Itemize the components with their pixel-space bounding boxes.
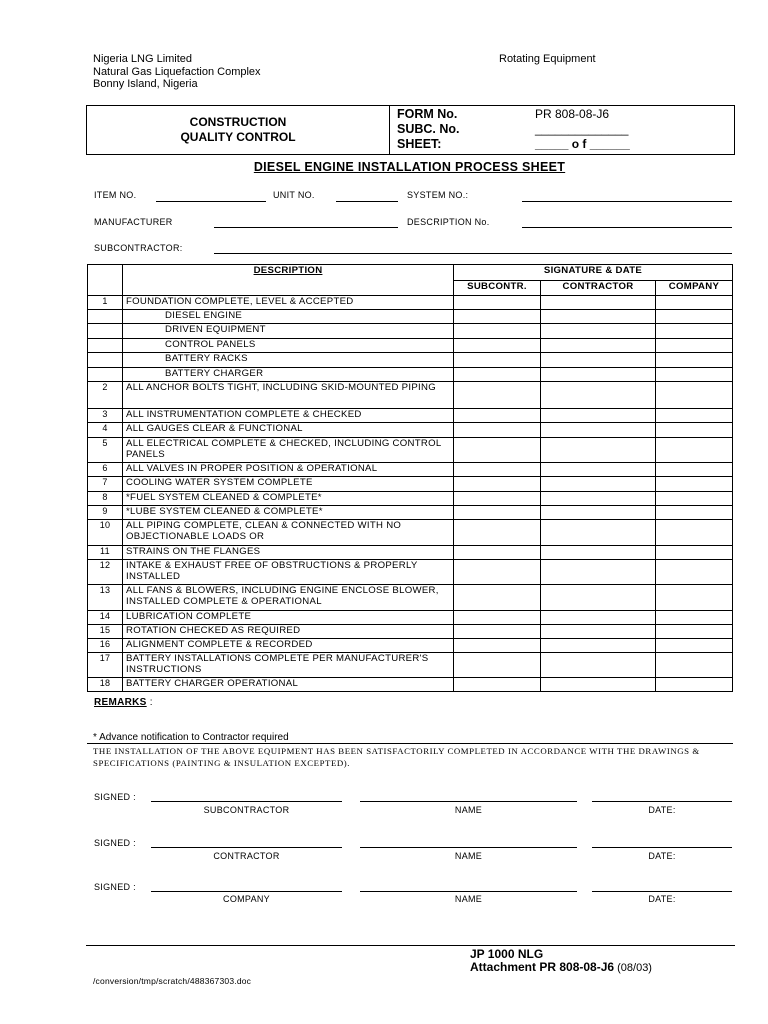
contractor-signature-cell[interactable] [541,585,656,611]
row-number: 15 [88,625,123,639]
description-no-label: DESCRIPTION No. [407,217,490,227]
row-description: BATTERY CHARGER OPERATIONAL [123,678,454,692]
checklist-row [88,324,733,339]
contractor-signature-cell[interactable] [541,653,656,678]
company-role-label: COMPANY [223,894,270,904]
row-description: ROTATION CHECKED AS REQUIRED [123,625,454,639]
subcontractor-label: SUBCONTRACTOR: [94,243,183,253]
row-description: LUBRICATION COMPLETE [123,611,454,625]
contractor-signature-cell[interactable] [541,492,656,506]
signature-date-header: SIGNATURE & DATE [454,265,733,281]
company-signature-cell[interactable] [656,506,733,520]
checklist-row [88,492,733,506]
row-number: 8 [88,492,123,506]
row-number: 4 [88,423,123,438]
company-signature-cell[interactable] [656,463,733,477]
company-signature-cell[interactable] [656,324,733,339]
checklist-row [88,438,733,463]
company-address [93,53,261,91]
checklist-row [88,368,733,382]
subcontractor-name-line[interactable] [360,801,577,802]
checklist-row [88,639,733,653]
subcontr-signature-cell[interactable] [454,520,541,546]
item-no-field[interactable] [156,201,266,202]
remarks-divider [87,743,733,744]
row-description: ALL PIPING COMPLETE, CLEAN & CONNECTED WITH NO OBJECTIONABLE LOADS OR [123,520,454,546]
row-description: ALL GAUGES CLEAR & FUNCTIONAL [123,423,454,438]
company-signature-cell[interactable] [656,611,733,625]
subcontr-signature-cell[interactable] [454,492,541,506]
subcontr-signature-cell[interactable] [454,382,541,409]
manufacturer-field[interactable] [214,227,398,228]
contractor-signature-cell[interactable] [541,560,656,585]
contractor-signature-cell[interactable] [541,339,656,353]
row-number: 14 [88,611,123,625]
company-division: Natural Gas Liquefaction Complex [93,65,261,78]
subcontr-signature-cell[interactable] [454,639,541,653]
checklist-row [88,310,733,324]
footer-ref-jp: JP 1000 NLG [470,947,544,961]
company-date-line[interactable] [592,891,732,892]
company-signature-cell[interactable] [656,585,733,611]
contractor-signature-cell[interactable] [541,477,656,492]
signed-label-company: SIGNED : [94,882,136,892]
row-description: ALL VALVES IN PROPER POSITION & OPERATIONAL [123,463,454,477]
row-number [88,339,123,353]
contractor-date-label: DATE: [648,851,676,861]
row-description: *LUBE SYSTEM CLEANED & COMPLETE* [123,506,454,520]
row-description: DRIVEN EQUIPMENT [123,324,454,339]
subc-no-value: ______________ [535,122,629,136]
form-values [535,107,630,152]
sheet-label: SHEET: [397,137,442,151]
company-location: Bonny Island, Nigeria [93,78,198,90]
subcontr-signature-cell[interactable] [454,585,541,611]
company-signature-cell[interactable] [656,310,733,324]
contractor-signature-cell[interactable] [541,382,656,409]
checklist-row [88,353,733,368]
form-no-label: FORM No. [397,107,458,121]
footer-reference [470,948,652,975]
company-signature-cell[interactable] [656,438,733,463]
description-header: DESCRIPTION [123,265,454,296]
contractor-signature-cell[interactable] [541,310,656,324]
row-description: COOLING WATER SYSTEM COMPLETE [123,477,454,492]
contractor-date-line[interactable] [592,847,732,848]
company-column-header: COMPANY [656,281,733,296]
row-description: INTAKE & EXHAUST FREE OF OBSTRUCTIONS & PROPERLY INSTALLED [123,560,454,585]
contractor-signature-cell[interactable] [541,639,656,653]
contractor-signature-cell[interactable] [541,625,656,639]
contractor-name-label: NAME [454,851,483,861]
row-number [88,368,123,382]
contractor-signature-cell[interactable] [541,678,656,692]
checklist-row [88,423,733,438]
item-no-label: ITEM NO. [94,190,137,200]
subcontr-signature-cell[interactable] [454,560,541,585]
company-signature-cell[interactable] [656,546,733,560]
footer-ref-attachment: Attachment PR 808-08-J6 (08/03) [470,960,652,974]
company-name-label: NAME [454,894,483,904]
company-signature-cell[interactable] [656,409,733,423]
subcontr-signature-cell[interactable] [454,653,541,678]
contractor-signature-cell[interactable] [541,546,656,560]
subcontr-signature-cell[interactable] [454,353,541,368]
row-number: 17 [88,653,123,678]
row-description: FOUNDATION COMPLETE, LEVEL & ACCEPTED [123,296,454,310]
checklist-row [88,339,733,353]
company-signature-cell[interactable] [656,492,733,506]
subcontr-signature-cell[interactable] [454,625,541,639]
title-box [86,105,735,155]
row-number: 5 [88,438,123,463]
subcontr-signature-cell[interactable] [454,296,541,310]
manufacturer-label: MANUFACTURER [94,217,173,227]
row-number: 11 [88,546,123,560]
row-number: 7 [88,477,123,492]
subcontr-signature-cell[interactable] [454,324,541,339]
checklist-row [88,653,733,678]
checklist-row [88,625,733,639]
contractor-signature-cell[interactable] [541,353,656,368]
company-signature-cell[interactable] [656,520,733,546]
checklist-row [88,477,733,492]
subcontr-signature-cell[interactable] [454,438,541,463]
sheet-title: DIESEL ENGINE INSTALLATION PROCESS SHEET [253,160,566,174]
checklist-row [88,611,733,625]
row-description: ALL ANCHOR BOLTS TIGHT, INCLUDING SKID-MOUNTED PIPING [123,382,454,409]
row-number: 1 [88,296,123,310]
row-description: BATTERY RACKS [123,353,454,368]
row-number [88,353,123,368]
checklist-row [88,506,733,520]
company-signature-cell[interactable] [656,339,733,353]
subcontractor-date-label: DATE: [648,805,676,815]
subcontractor-name-label: NAME [454,805,483,815]
subcontr-signature-cell[interactable] [454,339,541,353]
row-number: 18 [88,678,123,692]
row-description: ALL INSTRUMENTATION COMPLETE & CHECKED [123,409,454,423]
remarks-label: REMARKS : [94,697,153,708]
subcontractor-date-line[interactable] [592,801,732,802]
signed-label-contractor: SIGNED : [94,838,136,848]
file-path: /conversion/tmp/scratch/488367303.doc [93,976,252,986]
company-signature-cell[interactable] [656,560,733,585]
remarks-note: * Advance notification to Contractor required [93,732,289,743]
company-signature-line[interactable] [151,891,342,892]
contractor-signature-cell[interactable] [541,324,656,339]
row-number: 10 [88,520,123,546]
subcontr-signature-cell[interactable] [454,409,541,423]
subcontractor-signature-line[interactable] [151,801,342,802]
checklist-row [88,585,733,611]
subcontr-signature-cell[interactable] [454,310,541,324]
row-number: 12 [88,560,123,585]
title-quality-control: QUALITY CONTROL [180,130,296,144]
company-signature-cell[interactable] [656,678,733,692]
company-signature-cell[interactable] [656,639,733,653]
row-number [88,324,123,339]
company-signature-cell[interactable] [656,296,733,310]
num-header [88,265,123,296]
contractor-signature-line[interactable] [151,847,342,848]
subcontractor-role-label: SUBCONTRACTOR [203,805,290,815]
checklist-row [88,520,733,546]
company-signature-cell[interactable] [656,353,733,368]
unit-no-field[interactable] [336,201,398,202]
checklist-row [88,678,733,692]
row-number: 2 [88,382,123,409]
subcontr-signature-cell[interactable] [454,506,541,520]
subcontr-signature-cell[interactable] [454,546,541,560]
contractor-column-header: CONTRACTOR [541,281,656,296]
checklist-row [88,546,733,560]
description-no-field[interactable] [522,227,732,228]
contractor-signature-cell[interactable] [541,463,656,477]
subcontr-signature-cell[interactable] [454,611,541,625]
contractor-signature-cell[interactable] [541,296,656,310]
row-description: BATTERY INSTALLATIONS COMPLETE PER MANUFACTURER'S INSTRUCTIONS [123,653,454,678]
subcontr-signature-cell[interactable] [454,477,541,492]
checklist-row [88,560,733,585]
row-description: CONTROL PANELS [123,339,454,353]
unit-no-label: UNIT NO. [273,190,315,200]
row-description: ALL FANS & BLOWERS, INCLUDING ENGINE ENCLOSE BLOWER, INSTALLED COMPLETE & OPERATIONAL [123,585,454,611]
contractor-signature-cell[interactable] [541,423,656,438]
row-description: ALIGNMENT COMPLETE & RECORDED [123,639,454,653]
subcontr-signature-cell[interactable] [454,678,541,692]
system-no-field[interactable] [522,201,732,202]
row-number [88,310,123,324]
contractor-signature-cell[interactable] [541,611,656,625]
subcontr-signature-cell[interactable] [454,368,541,382]
company-signature-cell[interactable] [656,423,733,438]
department-label: Rotating Equipment [499,53,596,65]
contractor-name-line[interactable] [360,847,577,848]
contractor-signature-cell[interactable] [541,409,656,423]
company-signature-cell[interactable] [656,382,733,409]
row-number: 9 [88,506,123,520]
checklist-row [88,382,733,409]
row-number: 16 [88,639,123,653]
subcontr-signature-cell[interactable] [454,423,541,438]
row-description: DIESEL ENGINE [123,310,454,324]
contractor-signature-cell[interactable] [541,506,656,520]
checklist-row [88,463,733,477]
signed-label-subcontractor: SIGNED : [94,792,136,802]
title-construction: CONSTRUCTION [189,115,287,129]
contractor-signature-cell[interactable] [541,368,656,382]
subcontractor-field[interactable] [214,253,732,254]
footer-divider [86,945,735,946]
row-description: BATTERY CHARGER [123,368,454,382]
row-number: 13 [88,585,123,611]
company-signature-cell[interactable] [656,653,733,678]
checklist-row [88,409,733,423]
company-date-label: DATE: [648,894,676,904]
company-name: Nigeria LNG Limited [93,53,193,65]
row-number: 6 [88,463,123,477]
contractor-signature-cell[interactable] [541,520,656,546]
company-name-line[interactable] [360,891,577,892]
subcontr-column-header: SUBCONTR. [454,281,541,296]
row-description: *FUEL SYSTEM CLEANED & COMPLETE* [123,492,454,506]
subc-no-label: SUBC. No. [397,122,460,136]
company-signature-cell[interactable] [656,368,733,382]
completion-statement: THE INSTALLATION OF THE ABOVE EQUIPMENT HAS BEEN SATISFACTORILY COMPLETED IN ACCORDANCE WITH THE DRAWINGS & SPECIFICATIONS (PAINTING & INSULATION EXCEPTED). [93,746,700,768]
checklist-table [87,264,733,692]
contractor-role-label: CONTRACTOR [213,851,280,861]
title-box-left [87,106,390,154]
row-number: 3 [88,409,123,423]
company-signature-cell[interactable] [656,625,733,639]
system-no-label: SYSTEM NO.: [407,190,469,200]
contractor-signature-cell[interactable] [541,438,656,463]
row-description: ALL ELECTRICAL COMPLETE & CHECKED, INCLUDING CONTROL PANELS [123,438,454,463]
form-no-value: PR 808-08-J6 [535,107,610,121]
subcontr-signature-cell[interactable] [454,463,541,477]
sheet-value: _____ o f ______ [535,137,630,151]
row-description: STRAINS ON THE FLANGES [123,546,454,560]
company-signature-cell[interactable] [656,477,733,492]
form-labels [397,107,460,152]
checklist-row [88,296,733,310]
